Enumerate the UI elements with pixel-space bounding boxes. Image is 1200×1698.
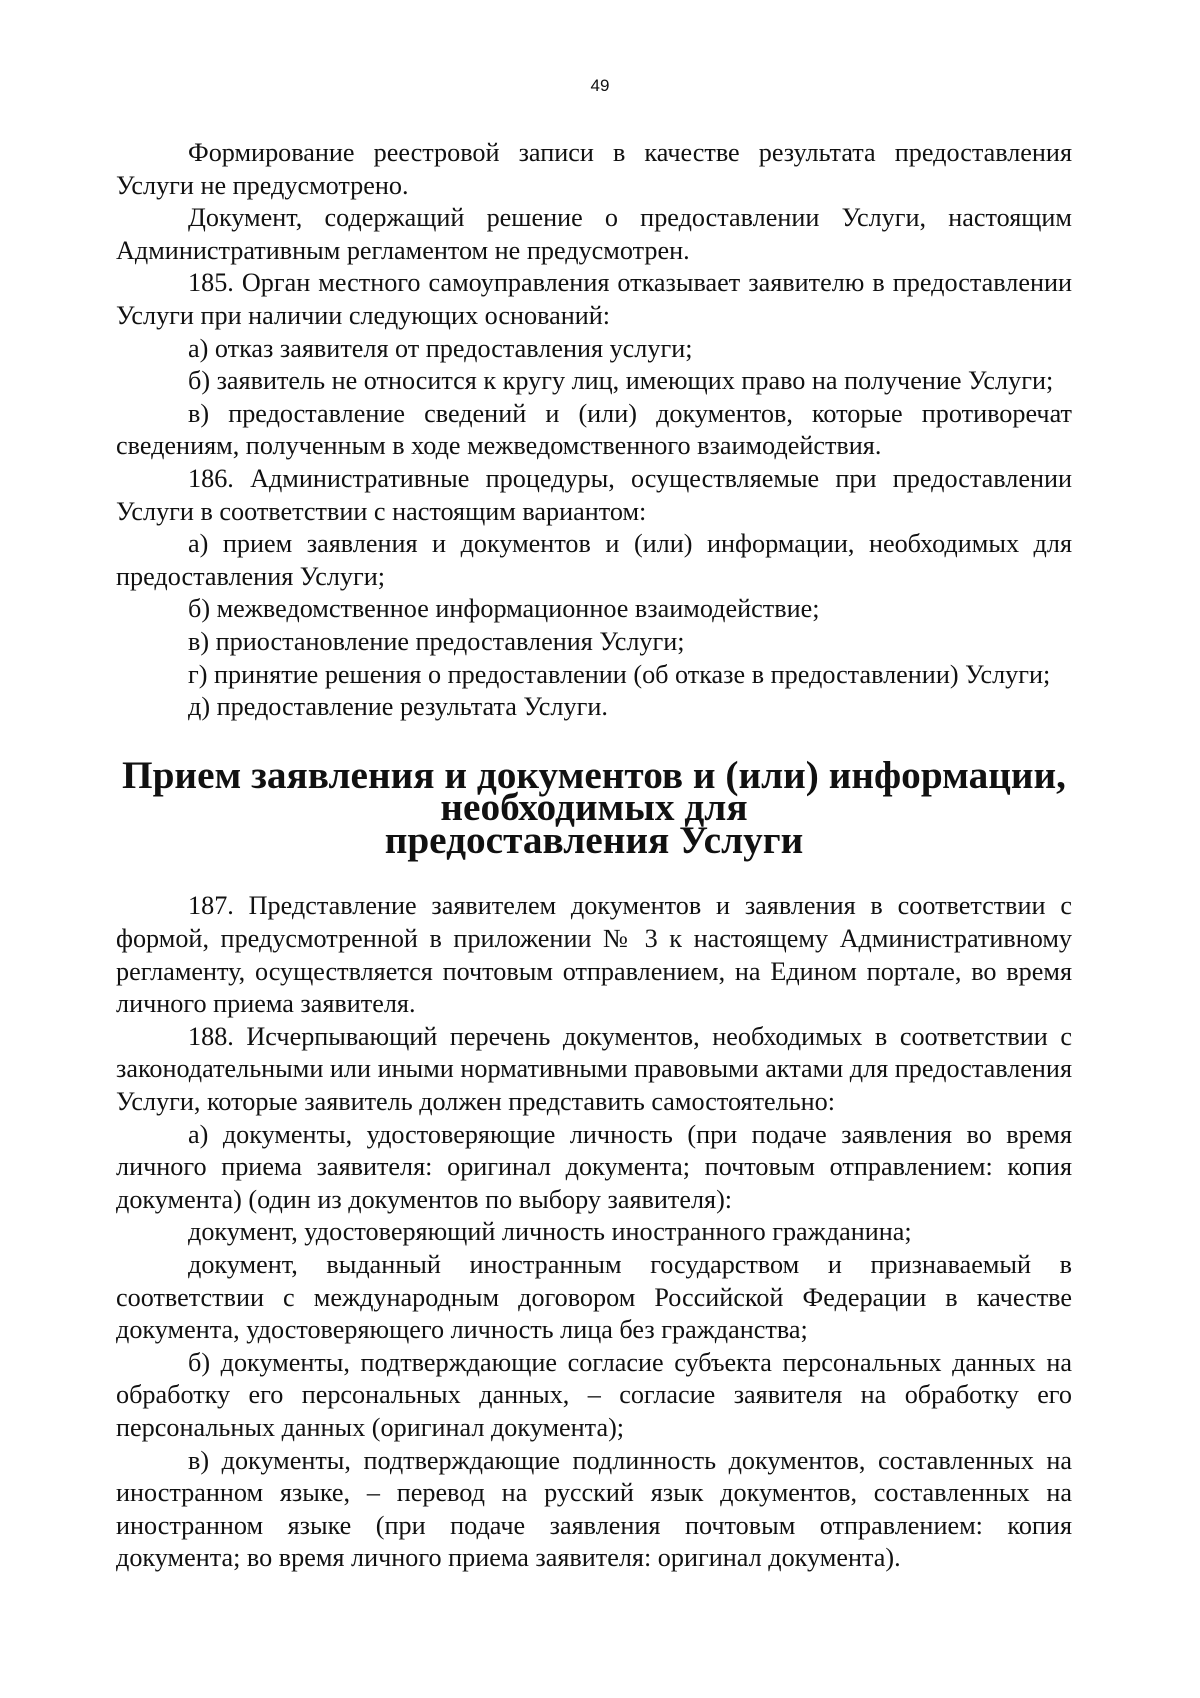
list-item-185-b: б) заявитель не относится к кругу лиц, имеющих право на получение Услуги; — [188, 366, 1054, 396]
paragraph-188: 188. Исчерпывающий перечень документов, необходимых в соответствии с законодательными или иными нормативными правовыми актами для предоставления Услуги, которые заявитель должен представить самостоятельно: — [116, 1021, 1072, 1117]
paragraph-registry-record: Формирование реестровой записи в качестве результата предоставления Услуги не предусмотрено. — [116, 138, 1072, 200]
page-number: 49 — [590, 76, 610, 95]
list-item-188-a-2: документ, выданный иностранным государством и признаваемый в соответствии с международным договором Российской Федерации в качестве документа, удостоверяющего личность лица без гражданства; — [116, 1250, 1072, 1345]
section-heading-line-2: предоставления Услуги — [384, 817, 804, 862]
section-heading-line-1: Прием заявления и документов и (или) информации, необходимых для — [122, 752, 1066, 830]
list-item-186-v: в) приостановление предоставления Услуги; — [188, 626, 685, 656]
list-item-186-d: д) предоставление результата Услуги. — [188, 692, 608, 722]
list-item-186-g: г) принятие решения о предоставлении (об отказе в предоставлении) Услуги; — [188, 659, 1051, 689]
paragraph-decision-document: Документ, содержащий решение о предоставлении Услуги, настоящим Административным регламентом не предусмотрен. — [116, 203, 1072, 265]
list-item-188-a-1: документ, удостоверяющий личность иностранного гражданина; — [188, 1217, 912, 1247]
list-item-188-v: в) документы, подтверждающие подлинность документов, составленных на иностранном языке, – перевод на русский язык документов, составленных на иностранном языке (при подаче заявления почтовым отправлением: копия документа; во время личного приема заявителя: оригинал документа). — [116, 1445, 1072, 1573]
paragraph-187: 187. Представление заявителем документов и заявления в соответствии с формой, предусмотренной в приложении № 3 к настоящему Административному регламенту, осуществляется почтовым отправлением, на Едином портале, во время личного приема заявителя. — [116, 891, 1072, 1019]
list-item-188-b: б) документы, подтверждающие согласие субъекта персональных данных на обработку его персональных данных, – согласие заявителя на обработку его персональных данных (оригинал документа); — [116, 1347, 1072, 1442]
list-item-186-a: а) прием заявления и документов и (или) информации, необходимых для предоставления Услуги; — [116, 529, 1072, 591]
paragraph-186: 186. Административные процедуры, осуществляемые при предоставлении Услуги в соответствии с настоящим вариантом: — [116, 463, 1072, 526]
section-heading — [116, 752, 1072, 862]
list-item-188-a: а) документы, удостоверяющие личность (при подаче заявления во время личного приема заявителя: оригинал документа; почтовым отправлением: копия документа) (один из документов по выбору заявителя): — [116, 1119, 1072, 1214]
list-item-185-a: а) отказ заявителя от предоставления услуги; — [188, 333, 693, 363]
list-item-185-v: в) предоставление сведений и (или) документов, которые противоречат сведениям, полученным в ходе межведомственного взаимодействия. — [116, 398, 1072, 461]
list-item-186-b: б) межведомственное информационное взаимодействие; — [188, 594, 820, 624]
paragraph-185: 185. Орган местного самоуправления отказывает заявителю в предоставлении Услуги при наличии следующих оснований: — [116, 268, 1072, 330]
document-body — [116, 137, 1072, 1575]
